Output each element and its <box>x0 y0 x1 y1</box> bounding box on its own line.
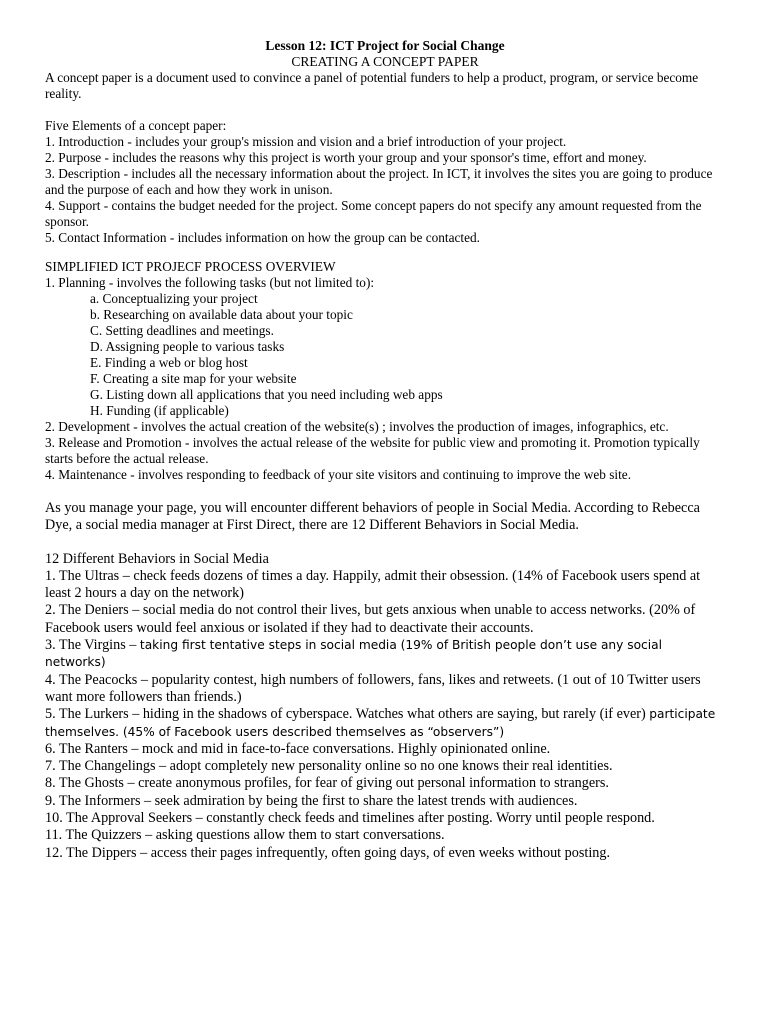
behavior-quizzers: 11. The Quizzers – asking questions allow them to start conversations. <box>45 827 445 844</box>
planning-task-f: F. Creating a site map for your website <box>90 371 297 386</box>
process-development: 2. Development - involves the actual creation of the website(s) ; involves the production of images, infographics, etc. <box>45 419 669 434</box>
document-page <box>45 38 725 862</box>
element-support: 4. Support - contains the budget needed for the project. Some concept papers do not specify any amount requested from the sponsor. <box>45 198 702 229</box>
behavior-ghosts: 8. The Ghosts – create anonymous profiles, for fear of giving out personal information to strangers. <box>45 775 609 792</box>
behavior-lurkers-main: 5. The Lurkers – hiding in the shadows of cyberspace. Watches what others are saying, but rarely (if ever) <box>45 706 650 723</box>
social-media-paragraph: As you manage your page, you will encounter different behaviors of people in Social Media. According to Rebecca Dye, a social media manager at First Direct, there are 12 Different Behaviors in Social Media. <box>45 500 700 534</box>
behavior-lurkers-tail: participate themselves. (45% of Facebook users described themselves as “observers”) <box>45 707 716 739</box>
behavior-dippers: 12. The Dippers – access their pages infrequently, often going days, of even weeks without posting. <box>45 844 610 861</box>
behavior-virgins-name: 3. The Virgins – <box>45 637 140 654</box>
process-heading: SIMPLIFIED ICT PROJECF PROCESS OVERVIEW <box>45 259 336 274</box>
behavior-approval-seekers: 10. The Approval Seekers – constantly check feeds and timelines after posting. Worry until people respond. <box>45 810 655 827</box>
behavior-lurkers <box>45 706 725 741</box>
planning-task-h: H. Funding (if applicable) <box>90 403 229 418</box>
element-description: 3. Description - includes all the necessary information about the project. In ICT, it involves the sites you are going to produce and the purpose of each and how they work in unison. <box>45 166 713 197</box>
planning-task-d: D. Assigning people to various tasks <box>90 339 285 354</box>
element-contact-information: 5. Contact Information - includes information on how the group can be contacted. <box>45 230 480 245</box>
lesson-subtitle: CREATING A CONCEPT PAPER <box>291 54 479 69</box>
behavior-peacocks: 4. The Peacocks – popularity contest, high numbers of followers, fans, likes and retweets. (1 out of 10 Twitter users want more followers than friends.) <box>45 671 701 705</box>
element-purpose: 2. Purpose - includes the reasons why this project is worth your group and your sponsor's time, effort and money. <box>45 150 647 165</box>
process-release-promotion: 3. Release and Promotion - involves the actual release of the website for public view and promoting it. Promotion typically starts before the actual release. <box>45 435 700 466</box>
behavior-informers: 9. The Informers – seek admiration by being the first to share the latest trends with audiences. <box>45 792 578 809</box>
process-maintenance: 4. Maintenance - involves responding to feedback of your site visitors and continuing to improve the web site. <box>45 467 632 482</box>
behavior-changelings: 7. The Changelings – adopt completely new personality online so no one knows their real identities. <box>45 758 613 775</box>
behavior-virgins-description: taking first tentative steps in social media (19% of British people don’t use any social networks) <box>45 638 662 670</box>
behaviors-heading: 12 Different Behaviors in Social Media <box>45 550 269 567</box>
planning-task-g: G. Listing down all applications that you need including web apps <box>90 387 443 402</box>
behavior-deniers: 2. The Deniers – social media do not control their lives, but gets anxious when unable to access networks. (20% of Facebook users would feel anxious or isolated if they had to deactivate their accounts. <box>45 602 696 636</box>
planning-task-a: a. Conceptualizing your project <box>90 291 258 306</box>
planning-task-c: C. Setting deadlines and meetings. <box>90 323 274 338</box>
lesson-title: Lesson 12: ICT Project for Social Change <box>265 38 505 53</box>
planning-task-b: b. Researching on available data about your topic <box>90 307 353 322</box>
process-planning: 1. Planning - involves the following tasks (but not limited to): <box>45 275 375 290</box>
behavior-virgins <box>45 637 725 672</box>
planning-task-e: E. Finding a web or blog host <box>90 355 248 370</box>
behavior-ultras: 1. The Ultras – check feeds dozens of times a day. Happily, admit their obsession. (14% of Facebook users spend at least 2 hours a day on the network) <box>45 567 701 602</box>
concept-paper-definition: A concept paper is a document used to convince a panel of potential funders to help a product, program, or service become reality. <box>45 70 699 101</box>
elements-heading: Five Elements of a concept paper: <box>45 118 227 133</box>
behavior-ranters: 6. The Ranters – mock and mid in face-to-face conversations. Highly opinionated online. <box>45 740 551 757</box>
element-introduction: 1. Introduction - includes your group's mission and vision and a brief introduction of your project. <box>45 134 567 149</box>
